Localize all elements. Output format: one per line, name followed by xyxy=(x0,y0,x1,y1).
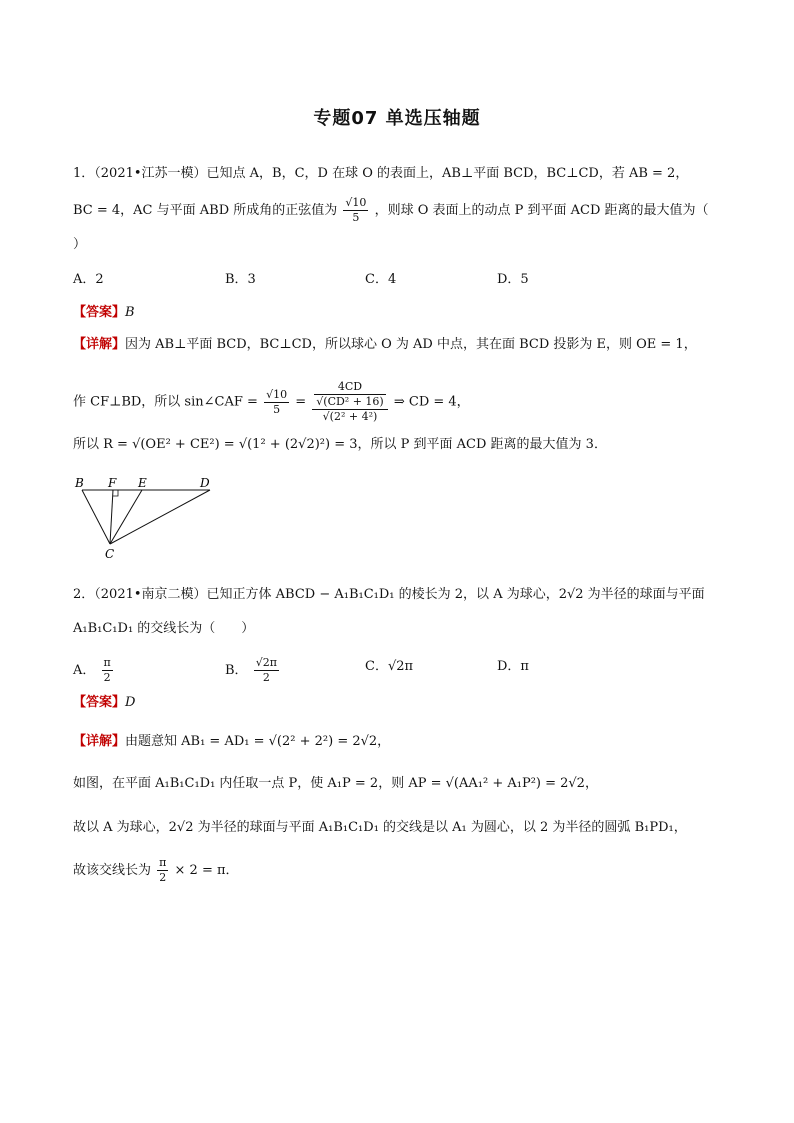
q1-detail-frac2-num xyxy=(312,380,387,410)
page-title: 专题07 单选压轴题 xyxy=(313,108,481,129)
q2-option-d[interactable]: D．π xyxy=(497,659,529,674)
q1-stem-line2b: ，则球 O 表面上的动点 P 到平面 ACD 距离的最大值为（ xyxy=(374,203,709,218)
figure-line-dc xyxy=(110,490,210,544)
q1-answer-tag: 【答案】 xyxy=(73,305,126,320)
q1-detail-frac1-num: √10 xyxy=(266,387,288,401)
q1-detail-frac2-inner-den: √(CD² + 16) xyxy=(316,395,384,408)
q2-detail-frac-num: π xyxy=(159,856,167,869)
q1-detail-frac2-den: √(2² + 4²) xyxy=(322,410,378,423)
q1-detail-frac1 xyxy=(264,388,289,417)
q2-detail-line2: 如图，在平面 A₁B₁C₁D₁ 内任取一点 P，使 A₁P = 2，则 AP = √(AA₁² + A₁P²) = 2√2， xyxy=(73,776,598,791)
figure-line-bc xyxy=(82,490,110,544)
q1-detail-text2b: ⇒ CD = 4， xyxy=(393,394,470,410)
q1-sine-frac-den: 5 xyxy=(352,211,360,224)
q2-option-b[interactable] xyxy=(225,656,281,685)
q1-detail-text1: 因为 AB⊥平面 BCD，BC⊥CD，所以球心 O 为 AD 中点，其在面 BCD 投影为 E，则 OE = 1， xyxy=(125,337,697,352)
q1-detail-frac2-inner-num: 4CD xyxy=(314,380,385,395)
q2-answer xyxy=(73,692,135,714)
q1-detail-text2a: 作 CF⊥BD，所以 sin∠CAF = xyxy=(73,394,258,410)
q1-stem-line2 xyxy=(73,196,709,225)
q1-detail-frac2-inner xyxy=(314,380,385,409)
q1-stem-line2a: BC = 4，AC 与平面 ABD 所成角的正弦值为 xyxy=(73,203,338,218)
q1-stem-line3: ） xyxy=(73,237,87,252)
figure-label-e: E xyxy=(138,476,147,490)
q2-option-a-den: 2 xyxy=(103,671,111,684)
q2-option-a-prefix: A． xyxy=(73,663,96,678)
q1-detail-line1 xyxy=(73,334,697,356)
q2-answer-value: D xyxy=(125,695,136,710)
q1-detail-frac1-den: 5 xyxy=(273,402,281,416)
q2-detail-line1 xyxy=(73,731,390,753)
figure-line-fc xyxy=(110,490,113,544)
q2-stem-line2: A₁B₁C₁D₁ 的交线长为（ ） xyxy=(73,621,255,636)
q1-detail-eq: = xyxy=(295,394,307,410)
q1-detail-tag: 【详解】 xyxy=(73,337,126,352)
q2-detail-text4a: 故该交线长为 xyxy=(73,863,152,878)
q1-stem-line1: 1．（2021•江苏一模）已知点 A，B，C，D 在球 O 的表面上，AB⊥平面 BCD，BC⊥CD，若 AB = 2， xyxy=(73,166,689,181)
q1-detail-line2 xyxy=(73,380,470,424)
q2-option-a-frac xyxy=(102,656,113,685)
q2-option-b-num: √2π xyxy=(255,656,277,669)
q1-sine-fraction xyxy=(343,196,368,225)
q1-detail-line3: 所以 R = √(OE² + CE²) = √(1² + (2√2)²) = 3，所以 P 到平面 ACD 距离的最大值为 3． xyxy=(73,437,607,452)
q2-answer-tag: 【答案】 xyxy=(73,695,126,710)
q2-option-a[interactable] xyxy=(73,656,115,685)
q2-option-a-num: π xyxy=(103,656,111,669)
q1-option-d[interactable]: D．5 xyxy=(497,272,529,287)
q1-option-a[interactable]: A．2 xyxy=(73,272,104,287)
q1-option-b[interactable]: B．3 xyxy=(225,272,256,287)
q1-detail-frac2 xyxy=(312,380,387,424)
figure-right-angle-mark xyxy=(113,490,118,496)
q2-detail-text1: 由题意知 AB₁ = AD₁ = √(2² + 2²) = 2√2， xyxy=(125,734,391,749)
q1-answer xyxy=(73,302,135,324)
figure-label-d: D xyxy=(200,476,210,490)
q2-detail-frac xyxy=(157,856,168,885)
q2-detail-line3: 故以 A 为球心，2√2 为半径的球面与平面 A₁B₁C₁D₁ 的交线是以 A₁ 为圆心，以 2 为半径的圆弧 B₁PD₁， xyxy=(73,820,687,835)
q2-detail-tag: 【详解】 xyxy=(73,734,126,749)
q2-detail-frac-den: 2 xyxy=(159,871,167,884)
q1-sine-frac-num: √10 xyxy=(345,196,367,209)
q2-option-b-den: 2 xyxy=(262,671,270,684)
q1-triangle-figure xyxy=(70,474,220,564)
figure-label-b: B xyxy=(75,476,84,490)
q2-stem-line1: 2．（2021•南京二模）已知正方体 ABCD − A₁B₁C₁D₁ 的棱长为 2，以 A 为球心，2√2 为半径的球面与平面 xyxy=(73,587,705,602)
q1-option-c[interactable]: C．4 xyxy=(365,272,397,287)
q2-detail-line4 xyxy=(73,856,239,885)
q1-answer-value: B xyxy=(125,305,135,320)
figure-label-c: C xyxy=(105,547,115,561)
q2-detail-text4b: × 2 = π． xyxy=(174,863,239,878)
q2-option-b-prefix: B． xyxy=(225,663,248,678)
q2-option-b-frac xyxy=(254,656,279,685)
figure-label-f: F xyxy=(108,476,117,490)
q2-option-c[interactable]: C．√2π xyxy=(365,659,414,674)
